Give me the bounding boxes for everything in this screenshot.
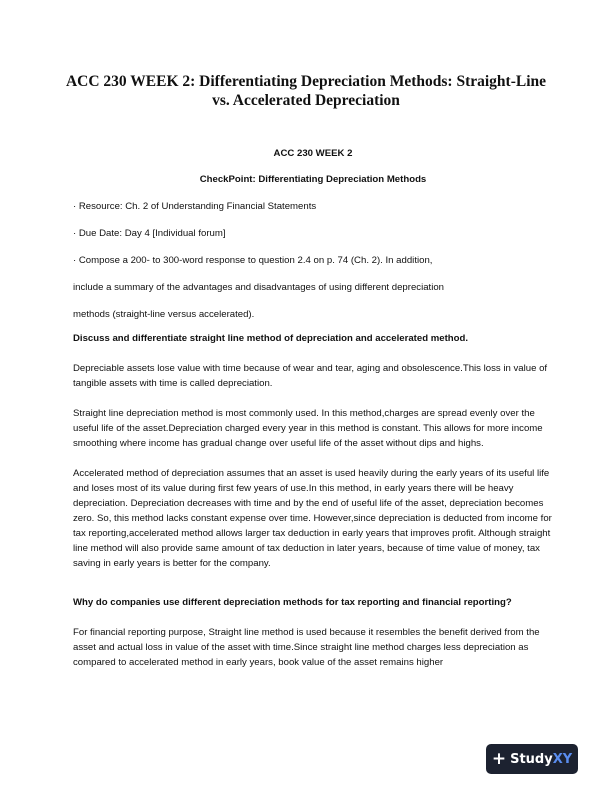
badge-brand-accent: XY bbox=[552, 751, 573, 767]
section1-paragraph-1: Depreciable assets lose value with time because of wear and tear, aging and obsolescence.This loss in value of tangible assets with time is called depreciation. bbox=[73, 363, 548, 389]
plus-icon: + bbox=[491, 748, 507, 769]
list-continuation-line-2: methods (straight-line versus accelerated). bbox=[73, 309, 255, 320]
checkpoint-heading: CheckPoint: Differentiating Depreciation Methods bbox=[199, 174, 427, 185]
section1-paragraph-2: Straight line depreciation method is most commonly used. In this method,charges are spread evenly over the useful life of the asset.Depreciation charged every year in this method is constant. This allows for more income smoothing where income has gradual change over useful life of the asset without dips and highs. bbox=[73, 408, 543, 449]
list-item-resource: · Resource: Ch. 2 of Understanding Financial Statements bbox=[73, 201, 317, 212]
section2-paragraph: For financial reporting purpose, Straight line method is used because it resembles the benefit derived from the asset and actual loss in value of the asset with time.Since straight line method charges less depreciation as compared to accelerated method in early years, book value of the asset remains higher bbox=[73, 627, 540, 668]
course-heading: ACC 230 WEEK 2 bbox=[273, 148, 353, 159]
document-body bbox=[73, 146, 553, 670]
section1-heading: Discuss and differentiate straight line method of depreciation and accelerated method. bbox=[73, 333, 469, 344]
list-item-due-date: · Due Date: Day 4 [Individual forum] bbox=[73, 228, 226, 239]
list-item-compose: · Compose a 200- to 300-word response to question 2.4 on p. 74 (Ch. 2). In addition, bbox=[73, 255, 433, 266]
badge-brand-main: Study bbox=[510, 751, 553, 767]
studyxy-badge[interactable] bbox=[486, 744, 578, 774]
section1-paragraph-3: Accelerated method of depreciation assumes that an asset is used heavily during the early years of its useful life and loses most of its value during first few years of use.In this method, in early years there will be heavy depreciation. Depreciation decreases with time and by the end of useful life of the asset, depreciation becomes zero. So, this method lacks constant expense over time. However,since depreciation is deducted from income for tax reporting,accelerated method allows larger tax deduction in early years that improves profit. Although straight line method will also provide same amount of tax deduction in later years, because of time value of money, tax saving in early years is better for the company. bbox=[73, 468, 552, 569]
list-continuation-line-1: include a summary of the advantages and disadvantages of using different depreciation bbox=[73, 282, 445, 293]
section2-heading: Why do companies use different depreciation methods for tax reporting and financial reporting? bbox=[73, 597, 512, 608]
document-title: ACC 230 WEEK 2: Differentiating Depreciation Methods: Straight-Line vs. Accelerated Depreciation bbox=[65, 73, 547, 109]
